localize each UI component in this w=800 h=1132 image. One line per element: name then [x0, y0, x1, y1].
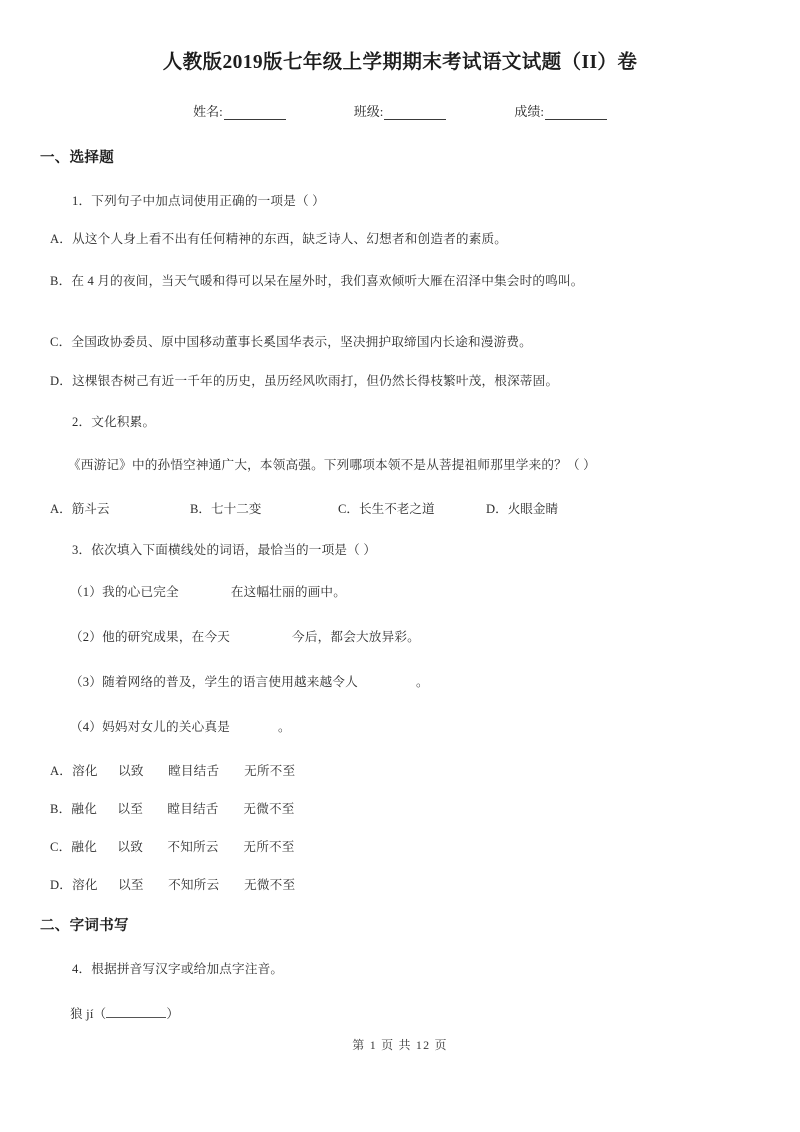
subitem-after: 在这幅壮丽的画中。: [230, 585, 347, 599]
subitem-after: 。: [278, 720, 291, 734]
question-2-text: 文化积累。: [91, 415, 156, 429]
section-heading-1: 一、选择题: [40, 150, 114, 166]
section-heading-2: 二、字词书写: [40, 918, 129, 934]
question-3-stem: [40, 539, 376, 558]
subitem-before: 妈妈对女儿的关心真是: [102, 720, 231, 734]
pinyin-answer-blank[interactable]: [106, 1005, 166, 1018]
question-4-stem: [40, 958, 283, 977]
question-2-option-c[interactable]: [338, 498, 486, 517]
option-letter: C．: [50, 335, 72, 349]
question-3-subitem-4: [40, 716, 291, 735]
pinyin-prompt: 狼 jí（: [70, 1007, 107, 1021]
question-2-number: 2．: [72, 415, 92, 429]
option-text: 筋斗云: [71, 502, 110, 516]
question-1-option-c[interactable]: [40, 331, 532, 350]
question-4-number: 4．: [72, 962, 92, 976]
question-2-stem: [40, 411, 155, 430]
subitem-index: （3）: [70, 675, 103, 689]
option-letter: B．: [50, 802, 72, 816]
option-text: 这棵银杏树己有近一千年的历史，虽历经风吹雨打，但仍然长得枝繁叶茂，根深蒂固。: [72, 374, 559, 388]
option-word-2: 以致: [117, 840, 143, 854]
option-word-1: 融化: [71, 840, 97, 854]
question-3-subitem-1: [40, 581, 346, 600]
option-letter: C．: [338, 502, 359, 516]
question-2-option-a[interactable]: [50, 498, 190, 517]
question-3-option-b[interactable]: [40, 798, 295, 817]
question-4-pinyin-item: [40, 1003, 179, 1022]
question-3-text: 依次填入下面横线处的词语，最恰当的一项是（ ）: [91, 543, 377, 557]
subitem-before: 他的研究成果，在今天: [102, 630, 231, 644]
option-word-1: 溶化: [72, 878, 98, 892]
option-letter: A．: [50, 502, 72, 516]
option-word-4: 无所不至: [243, 840, 295, 854]
question-1-stem: [40, 190, 325, 209]
student-name-label: 姓名:: [193, 104, 223, 119]
question-1-option-b[interactable]: [40, 270, 584, 289]
option-word-3: 不知所云: [168, 878, 220, 892]
option-word-2: 以至: [117, 802, 143, 816]
pinyin-close-paren: ）: [166, 1007, 180, 1021]
subitem-before: 随着网络的普及，学生的语言使用越来越令人: [102, 675, 358, 689]
option-letter: B．: [190, 502, 211, 516]
student-name-field[interactable]: [193, 101, 286, 120]
question-1-option-a[interactable]: [40, 228, 507, 247]
question-4-text: 根据拼音写汉字或给加点字注音。: [91, 962, 284, 976]
option-word-1: 溶化: [72, 764, 98, 778]
question-3-subitem-2: [40, 626, 420, 645]
subitem-after: 今后，都会大放异彩。: [292, 630, 420, 644]
option-word-4: 无所不至: [244, 764, 296, 778]
question-1-option-d[interactable]: [40, 370, 558, 389]
subitem-index: （2）: [70, 630, 103, 644]
student-class-field[interactable]: [354, 101, 447, 120]
student-score-label: 成绩:: [514, 104, 544, 119]
option-letter: D．: [486, 502, 508, 516]
question-3-subitem-3: [40, 671, 429, 690]
subitem-after: 。: [415, 675, 429, 689]
option-word-3: 瞠目结舌: [167, 802, 219, 816]
option-letter: C．: [50, 840, 72, 854]
option-word-3: 瞠目结舌: [168, 764, 220, 778]
option-text: 在 4 月的夜间，当天气暖和得可以呆在屋外时，我们喜欢倾听大雁在沼泽中集会时的鸣叫。: [71, 274, 584, 288]
option-word-3: 不知所云: [167, 840, 219, 854]
option-text: 长生不老之道: [359, 502, 435, 516]
option-text: 七十二变: [211, 502, 262, 516]
subitem-index: （1）: [70, 585, 103, 599]
student-info-row: [40, 101, 760, 120]
option-letter: A．: [50, 764, 73, 778]
option-letter: D．: [50, 878, 73, 892]
page-title: 人教版2019版七年级上学期期末考试语文试题（II）卷: [162, 52, 638, 73]
question-3-option-d[interactable]: [40, 874, 295, 893]
option-word-2: 以至: [118, 878, 144, 892]
option-letter: D．: [50, 374, 73, 388]
question-1-number: 1．: [72, 194, 92, 208]
option-word-1: 融化: [71, 802, 97, 816]
student-name-blank[interactable]: [224, 106, 286, 120]
option-letter: B．: [50, 274, 72, 288]
option-letter: A．: [50, 232, 73, 246]
subitem-index: （4）: [70, 720, 103, 734]
option-text: 从这个人身上看不出有任何精神的东西，缺乏诗人、幻想者和创造者的素质。: [72, 232, 508, 246]
student-class-blank[interactable]: [384, 106, 446, 120]
question-2-option-b[interactable]: [190, 498, 338, 517]
student-class-label: 班级:: [353, 104, 384, 119]
page-footer: 第 1 页 共 12 页: [352, 1038, 448, 1052]
question-1-text: 下列句子中加点词使用正确的一项是（ ）: [91, 194, 325, 208]
option-text: 全国政协委员、原中国移动董事长奚国华表示，坚决拥护取缔国内长途和漫游费。: [71, 335, 532, 349]
question-3-option-c[interactable]: [40, 836, 295, 855]
option-word-4: 无微不至: [243, 802, 295, 816]
question-2-option-d[interactable]: [486, 498, 558, 517]
question-3-number: 3．: [72, 543, 92, 557]
option-word-2: 以致: [118, 764, 144, 778]
question-2-options-row: [40, 498, 558, 517]
question-2-body: 《西游记》中的孙悟空神通广大，本领高强。下列哪项本领不是从菩提祖师那里学来的？（ ）: [68, 458, 596, 472]
student-score-field[interactable]: [514, 101, 607, 120]
student-score-blank[interactable]: [545, 106, 607, 120]
question-3-option-a[interactable]: [40, 760, 295, 779]
option-text: 火眼金睛: [507, 502, 559, 516]
subitem-before: 我的心已完全: [102, 585, 179, 599]
option-word-4: 无微不至: [244, 878, 296, 892]
